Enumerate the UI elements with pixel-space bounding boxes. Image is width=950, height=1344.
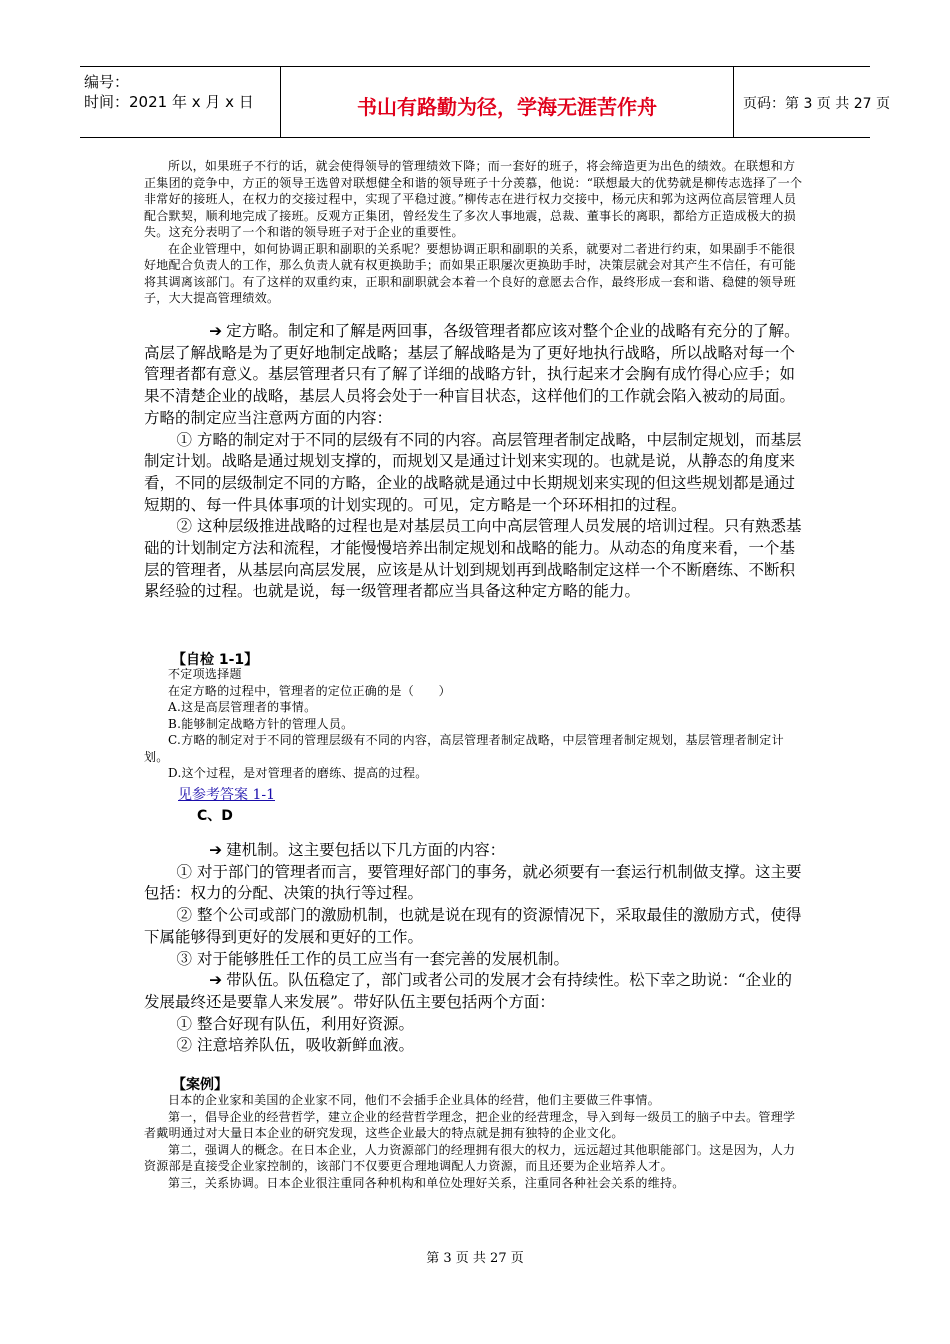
case-line: 第一，倡导企业的经营哲学，建立企业的经营哲学理念，把企业的经营理念，导入到每一级员工的脑子中去。管理学者戴明通过对大量日本企业的研究发现，这些企业最大的特点就是拥有独特的企业文化。 [144,1109,796,1140]
arrow-icon: ➔ [209,322,223,340]
case-title: 【案例】 [172,1077,228,1093]
section-leadership [144,158,806,307]
arrow-icon: ➔ [209,971,223,990]
paragraph: ③ 对于能够胜任工作的员工应当有一套完善的发展机制。 [176,949,569,968]
section-mechanism [144,840,806,1057]
page-footer: 第 3 页 共 27 页 [426,1251,524,1266]
time-label: 时间：2021 年 x 月 x 日 [84,93,254,111]
case-line: 日本的企业家和美国的企业家不同，他们不会插手企业具体的经营，他们主要做三件事情。 [168,1093,661,1107]
paragraph: ② 这种层级推进战略的过程也是对基层员工向中高层管理人员发展的培训过程。只有熟悉基础的计划制定方法和流程，才能慢慢培养出制定规划和战略的能力。从动态的角度来看，一个基层的管理者，从基层向高层发展，应该是从计划到规划再到战略制定这样一个不断磨练、不断积累经验的过程。也就是说，每一级管理者都应当具备这种定方略的能力。 [144,517,802,601]
selfcheck-line: 不定项选择题 [168,667,242,681]
number-label: 编号： [84,73,130,91]
paragraph: ② 整个公司或部门的激励机制，也就是说在现有的资源情况下，采取最佳的激励方式，使得下属能够得到更好的发展和更好的工作。 [144,906,802,946]
paragraph: ➔ 带队伍。队伍稳定了，部门或者公司的发展才会有持续性。松下幸之助说：“企业的发展最终还是要靠人来发展”。带好队伍主要包括两个方面： [144,971,793,1011]
selfcheck-line: C.方略的制定对于不同的管理层级有不同的内容，高层管理者制定战略，中层管理者制定规划，基层管理者制定计划。 [144,733,784,764]
paragraph: ② 注意培养队伍，吸收新鲜血液。 [176,1036,414,1055]
arrow-icon: ➔ [209,841,223,859]
section-strategy [144,321,806,603]
case-line: 第二，强调人的概念。在日本企业，人力资源部门的经理拥有很大的权力，远远超过其他职能部门。这是因为，人力资源部是直接受企业家控制的，该部门不仅要更合理地调配人力资源，而且还要为企业培养人才。 [144,1142,796,1173]
paragraph: ① 整合好现有队伍，利用好资源。 [176,1014,414,1033]
case-line: 第三，关系协调。日本企业很注重同各种机构和单位处理好关系，注重同各种社会关系的维持。 [168,1175,685,1190]
selfcheck-line: B.能够制定战略方针的管理人员。 [168,716,354,731]
paragraph: 所以，如果班子不行的话，就会使得领导的管理绩效下降；而一套好的班子，将会缔造更为出色的绩效。在联想和方正集团的竞争中，方正的领导王选曾对联想健全和谐的领导班子十分羡慕，他说：“联想最大的优势就是柳传志选择了一个非常好的接班人，在权力的交接过程中，实现了平稳过渡。”柳传志在进行权力交接中，杨元庆和郭为这两位高层管理人员配合默契，顺利地完成了接班。反观方正集团，曾经发生了多次人事地震，总裁、董事长的离职，都给方正造成极大的损失。这充分表明了一个和谐的领导班子对于企业的重要性。 [144,159,803,239]
answer-text: C、D [197,808,233,824]
paragraph: ① 对于部门的管理者而言，要管理好部门的事务，就必须要有一套运行机制做支撑。这主要包括：权力的分配、决策的执行等过程。 [144,862,802,903]
answer-link[interactable]: 见参考答案 1-1 [178,787,275,803]
selfcheck-line: A.这是高层管理者的事情。 [168,700,317,714]
selfcheck-line: D.这个过程，是对管理者的磨练、提高的过程。 [168,766,428,780]
motto: 书山有路勤为径，学海无涯苦作舟 [357,95,657,119]
selfcheck-body [144,666,806,782]
paragraph: 在企业管理中，如何协调正职和副职的关系呢？要想协调正职和副职的关系，就要对二者进行约束，如果副手不能很好地配合负责人的工作，那么负责人就有权更换助手；而如果正职屡次更换助手时，决策层就会对其产生不信任，有可能将其调离该部门。有了这样的双重约束，正职和副职就会本着一个良好的意愿去合作，最终形成一套和谐、稳健的领导班子，大大提高管理绩效。 [144,241,796,305]
paragraph: ➔ 定方略。制定和了解是两回事，各级管理者都应该对整个企业的战略有充分的了解。高层了解战略是为了更好地制定战略；基层了解战略是为了更好地执行战略，所以战略对每一个管理者都有意义。基层管理者只有了解了详细的战略方针，执行起来才会胸有成竹得心应手；如果不清楚企业的战略，基层人员将会处于一种盲目状态，这样他们的工作就会陷入被动的局面。方略的制定应当注意两方面的内容： [144,322,800,427]
page-info: 页码：第 3 页 共 27 页 [743,96,890,112]
page-header [80,66,890,138]
case-body [144,1092,806,1191]
selfcheck-line: 在定方略的过程中，管理者的定位正确的是（ ） [168,683,451,698]
paragraph: ① 方略的制定对于不同的层级有不同的内容。高层管理者制定战略，中层制定规划，而基层制定计划。战略是通过规划支撑的，而规划又是通过计划来实现的。也就是说，从静态的角度来看，不同的层级制定不同的方略，企业的战略就是通过中长期规划来实现的但这些规划都是通过短期的、每一件具体事项的计划实现的。可见，定方略是一个环环相扣的过程。 [144,430,802,514]
paragraph: ➔ 建机制。这主要包括以下几方面的内容： [144,840,806,862]
header-motto-cell [280,67,734,137]
selfcheck-title: 【自检 1-1】 [172,652,259,668]
header-page-cell [733,67,890,137]
header-meta [80,67,280,137]
